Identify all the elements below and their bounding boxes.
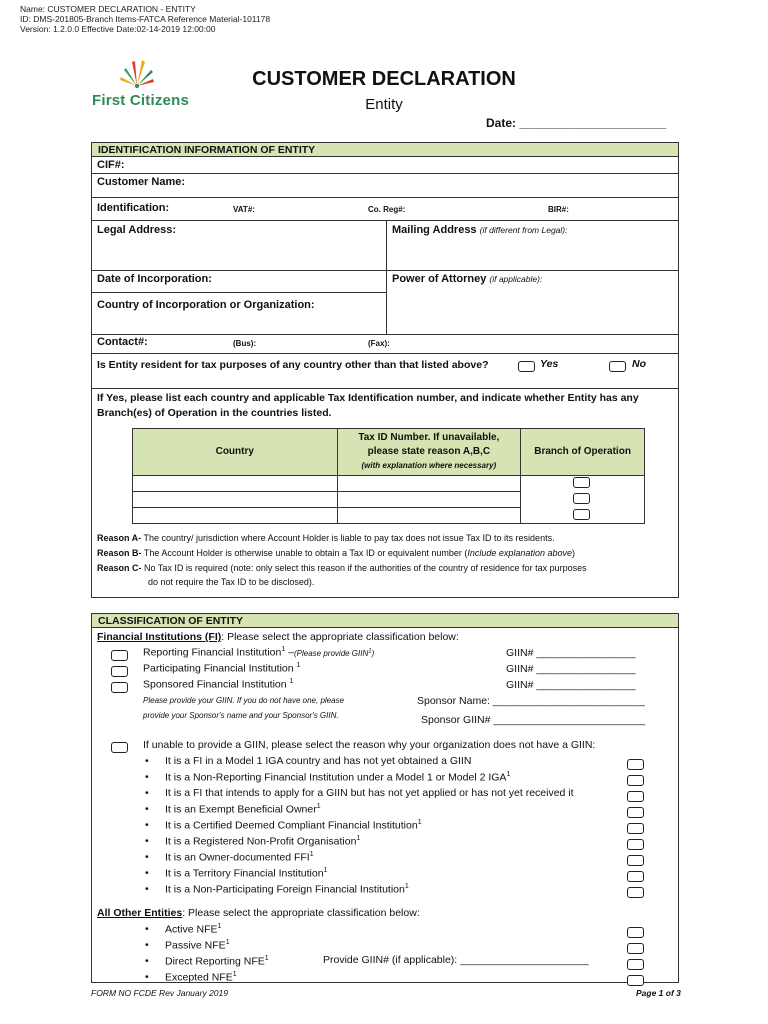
giin-reason-item: • It is a Non-Reporting Financial Institution under a Model 1 or Model 2 IGA$^1$ — [165, 771, 510, 784]
customer-name-label[interactable]: Customer Name: — [97, 176, 186, 188]
cif-label[interactable]: CIF#: — [97, 159, 125, 171]
giin-reason-item: • It is a FI that intends to apply for a GIIN but has not yet applied or has not yet received it — [165, 787, 574, 799]
giin-reason-item: • It is a Territory Financial Institution$^1$ — [165, 867, 327, 880]
date-field[interactable]: Date: ______________________ — [486, 116, 667, 130]
doc-name: Name: CUSTOMER DECLARATION - ENTITY — [20, 4, 196, 14]
page-number: Page 1 of 3 — [636, 988, 681, 998]
reporting-fi-label: Reporting Financial Institution$^1$ –(Please provide GIIN$^1$) — [143, 646, 375, 659]
coreg-field[interactable]: Co. Reg#: — [368, 205, 406, 214]
giin-reason-checkbox[interactable] — [627, 855, 644, 866]
taxid-cell-1[interactable] — [337, 476, 521, 492]
giin-reason-checkbox[interactable] — [627, 775, 644, 786]
yes-checkbox[interactable] — [518, 361, 535, 372]
country-cell-3[interactable] — [133, 508, 338, 524]
identification-label: Identification: — [97, 202, 170, 214]
reporting-fi-checkbox[interactable] — [111, 650, 128, 661]
unable-giin-label: If unable to provide a GIIN, please select the reason why your organization does not have a GIIN: — [143, 739, 596, 751]
giin-reason-item: • It is a Non-Participating Foreign Financial Institution$^1$ — [165, 883, 409, 896]
giin-field-1[interactable]: GIIN# _________________ — [506, 647, 636, 659]
col-country: Country — [133, 429, 338, 476]
taxid-cell-2[interactable] — [337, 492, 521, 508]
tax-table — [132, 428, 645, 524]
giin-reason-checkbox[interactable] — [627, 823, 644, 834]
branch-checkbox-1[interactable] — [573, 477, 590, 488]
doc-version: Version: 1.2.0.0 Effective Date:02-14-2019 12:00:00 — [20, 24, 216, 34]
doc-id: ID: DMS-201805-Branch Items-FATCA Reference Material-101178 — [20, 14, 271, 24]
sponsored-fi-checkbox[interactable] — [111, 682, 128, 693]
classification-header: CLASSIFICATION OF ENTITY — [91, 613, 679, 628]
reason-c-cont: do not require the Tax ID to be disclosed). — [148, 577, 315, 587]
giin-reason-checkbox[interactable] — [627, 759, 644, 770]
if-yes-line2: Branch(es) of Operation in the countries listed. — [97, 407, 332, 419]
form-number: FORM NO FCDE Rev January 2019 — [91, 988, 228, 998]
sponsor-name-field[interactable]: Sponsor Name: __________________________ — [417, 695, 645, 707]
reason-a: Reason A- The country/ jurisdiction where Account Holder is liable to pay tax does not issue Tax ID to its residents. — [97, 533, 555, 543]
no-label: No — [632, 358, 646, 370]
resident-question: Is Entity resident for tax purposes of any country other than that listed above? — [97, 359, 489, 371]
taxid-cell-3[interactable] — [337, 508, 521, 524]
other-entity-checkbox[interactable] — [627, 975, 644, 986]
other-entity-item: • Passive NFE$^1$ — [165, 939, 230, 952]
giin-reason-item: • It is a Registered Non-Profit Organisation$^1$ — [165, 835, 360, 848]
sponsor-giin-field[interactable]: Sponsor GIIN# __________________________ — [421, 714, 646, 726]
country-cell-2[interactable] — [133, 492, 338, 508]
reason-b: Reason B- The Account Holder is otherwise unable to obtain a Tax ID or equivalent number (Include explanation above) — [97, 548, 575, 558]
giin-reason-checkbox[interactable] — [627, 887, 644, 898]
other-entity-item: • Active NFE$^1$ — [165, 923, 221, 936]
giin-note-1: Please provide your GIIN. If you do not have one, please — [143, 696, 345, 705]
giin-reason-checkbox[interactable] — [627, 791, 644, 802]
bir-field[interactable]: BIR#: — [548, 205, 569, 214]
giin-reason-item: • It is a Certified Deemed Compliant Financial Institution$^1$ — [165, 819, 422, 832]
giin-reason-item: • It is a FI in a Model 1 IGA country and has not yet obtained a GIIN — [165, 755, 471, 767]
country-incorporation-label[interactable]: Country of Incorporation or Organization: — [97, 299, 315, 311]
other-heading: All Other Entities: Please select the appropriate classification below: — [97, 907, 420, 919]
contact-label[interactable]: Contact#: — [97, 336, 148, 348]
provide-giin-field[interactable]: Provide GIIN# (if applicable): ______________________ — [323, 954, 589, 966]
date-incorporation-label[interactable]: Date of Incorporation: — [97, 273, 212, 285]
legal-address-label[interactable]: Legal Address: — [97, 224, 177, 236]
page-subtitle: Entity — [365, 96, 403, 113]
participating-fi-checkbox[interactable] — [111, 666, 128, 677]
if-yes-line1: If Yes, please list each country and applicable Tax Identification number, and indicate whether Entity has any — [97, 392, 639, 404]
giin-field-3[interactable]: GIIN# _________________ — [506, 679, 636, 691]
giin-reason-checkbox[interactable] — [627, 839, 644, 850]
fi-heading: Financial Institutions (FI): Please select the appropriate classification below: — [97, 631, 459, 643]
power-attorney-label[interactable]: Power of Attorney (if applicable): — [392, 273, 543, 285]
col-branch: Branch of Operation — [521, 429, 645, 476]
giin-reason-item: • It is an Exempt Beneficial Owner$^1$ — [165, 803, 321, 816]
participating-fi-label: Participating Financial Institution $^1$ — [143, 662, 301, 675]
yes-label: Yes — [540, 358, 559, 370]
bus-field[interactable]: (Bus): — [233, 339, 257, 348]
giin-reason-checkbox[interactable] — [627, 871, 644, 882]
other-entity-checkbox[interactable] — [627, 959, 644, 970]
no-checkbox[interactable] — [609, 361, 626, 372]
other-entity-item: • Direct Reporting NFE$^1$ — [165, 955, 269, 968]
fax-field[interactable]: (Fax): — [368, 339, 390, 348]
col-taxid: Tax ID Number. If unavailable, please state reason A,B,C (with explanation where necessary) — [337, 429, 521, 476]
other-entity-item: • Excepted NFE$^1$ — [165, 971, 237, 984]
branch-checkbox-2[interactable] — [573, 493, 590, 504]
mailing-address-label[interactable]: Mailing Address (if different from Legal): — [392, 224, 568, 236]
other-entity-checkbox[interactable] — [627, 927, 644, 938]
identification-header: IDENTIFICATION INFORMATION OF ENTITY — [91, 142, 679, 157]
page-title: CUSTOMER DECLARATION — [252, 68, 516, 90]
giin-reason-item: • It is an Owner-documented FFI$^1$ — [165, 851, 314, 864]
logo-text: First Citizens — [92, 92, 189, 109]
vat-field[interactable]: VAT#: — [233, 205, 255, 214]
giin-note-2: provide your Sponsor's name and your Sponsor's GIIN. — [143, 711, 339, 720]
country-cell-1[interactable] — [133, 476, 338, 492]
reason-c: Reason C- No Tax ID is required (note: only select this reason if the authorities of the country of residence for tax purposes — [97, 563, 587, 573]
unable-giin-checkbox[interactable] — [111, 742, 128, 753]
giin-field-2[interactable]: GIIN# _________________ — [506, 663, 636, 675]
giin-reason-checkbox[interactable] — [627, 807, 644, 818]
branch-checkbox-3[interactable] — [573, 509, 590, 520]
other-entity-checkbox[interactable] — [627, 943, 644, 954]
sponsored-fi-label: Sponsored Financial Institution $^1$ — [143, 678, 294, 691]
